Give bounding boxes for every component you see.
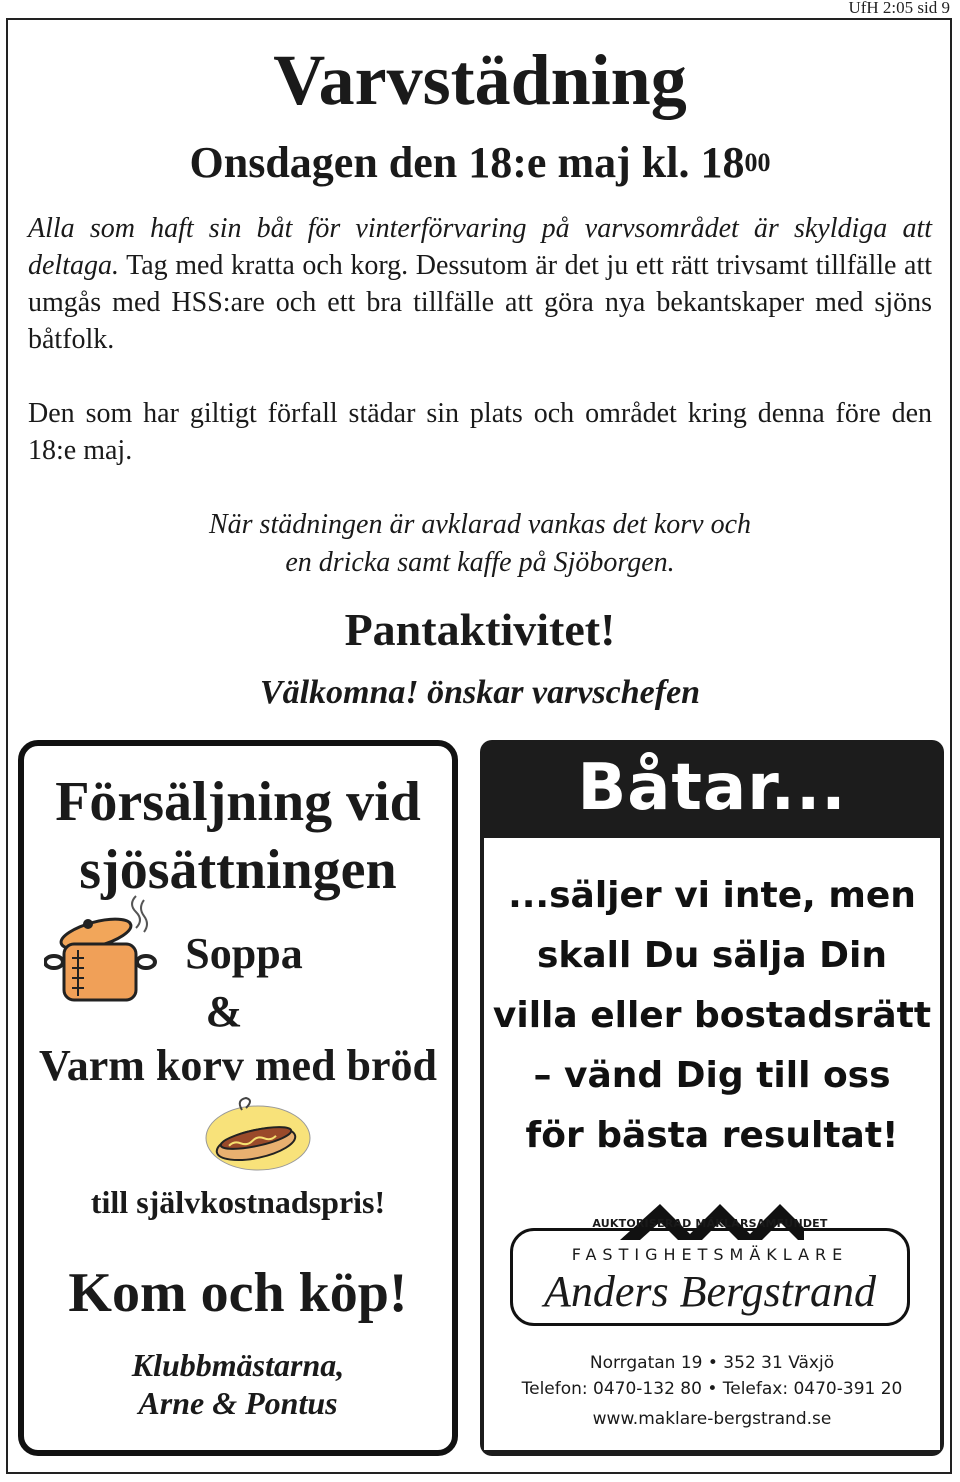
broker-name: Anders Bergstrand <box>543 1267 877 1316</box>
signature-line-2: Arne & Pontus <box>138 1385 338 1421</box>
page-reference: UfH 2:05 sid 9 <box>848 0 950 17</box>
closing-line-2: en dricka samt kaffe på Sjöborgen. <box>285 547 675 578</box>
hot-dog-icon <box>196 1092 316 1176</box>
event-time-minutes: 00 <box>744 148 771 177</box>
sales-advertisement <box>18 740 458 1456</box>
broker-title: FASTIGHETSMÄKLARE <box>571 1245 849 1264</box>
signature <box>24 1346 452 1422</box>
broker-advertisement <box>480 740 944 1456</box>
broker-pitch <box>484 866 940 1166</box>
price-note: till självkostnadspris! <box>90 1184 386 1220</box>
paragraph-details: Tag med kratta och korg. Dessutom är det ju ett rätt trivsamt tillfälle att umgås med HSS:are och ett bra tillfälle att göra nya bekantskaper med sjöns båtfolk. <box>28 250 932 355</box>
event-date <box>0 136 960 190</box>
sales-heading-line-1: Försäljning vid <box>55 771 421 833</box>
call-to-action: Kom och köp! <box>68 1262 408 1324</box>
paragraph-instructions <box>28 210 932 358</box>
pitch-line-3: villa eller bostadsrätt <box>492 995 932 1036</box>
broker-ad-body <box>484 838 940 1450</box>
sales-heading-line-2: sjösättningen <box>79 839 397 901</box>
sales-heading <box>24 768 452 904</box>
signature-line-1: Klubbmästarna, <box>131 1347 345 1383</box>
broker-website: www.maklare-bergstrand.se <box>592 1409 832 1429</box>
item-soup: Soppa <box>185 929 303 978</box>
broker-phone: Telefon: 0470-132 80 • Telefax: 0470-391 20 <box>521 1379 903 1399</box>
soup-pot-icon <box>44 892 164 1002</box>
pitch-line-4: – vänd Dig till oss <box>533 1055 891 1096</box>
paragraph-absence: Den som har giltigt förfall städar sin plats och området kring denna före den 18:e maj. <box>28 398 932 466</box>
closing-note <box>0 506 960 582</box>
pitch-line-5: för bästa resultat! <box>525 1115 899 1156</box>
event-date-text: Onsdagen den 18:e maj kl. 18 <box>189 138 745 187</box>
association-name: AUKTORISERAD MÄKLARSAMFUNDET <box>592 1217 828 1230</box>
broker-address: Norrgatan 19 • 352 31 Växjö <box>589 1353 835 1373</box>
pitch-line-1: ...säljer vi inte, men <box>508 875 916 916</box>
broker-logo-box <box>510 1217 910 1326</box>
broker-banner: Båtar... <box>577 751 847 825</box>
closing-line-1: När städningen är avklarad vankas det korv och <box>208 509 752 540</box>
item-hot-dog: Varm korv med bröd <box>38 1041 438 1090</box>
highlight-pantaktivitet: Pantaktivitet! <box>344 604 616 655</box>
welcome-signoff: Välkomna! önskar varvschefen <box>259 674 701 711</box>
item-ampersand: & <box>205 987 243 1036</box>
paragraph-obligation: Alla som haft sin båt för vinterförvaring på varvsområdet är skyldiga att deltaga. <box>28 213 932 281</box>
pitch-line-2: skall Du sälja Din <box>537 935 887 976</box>
article-title: Varvstädning <box>273 40 687 120</box>
